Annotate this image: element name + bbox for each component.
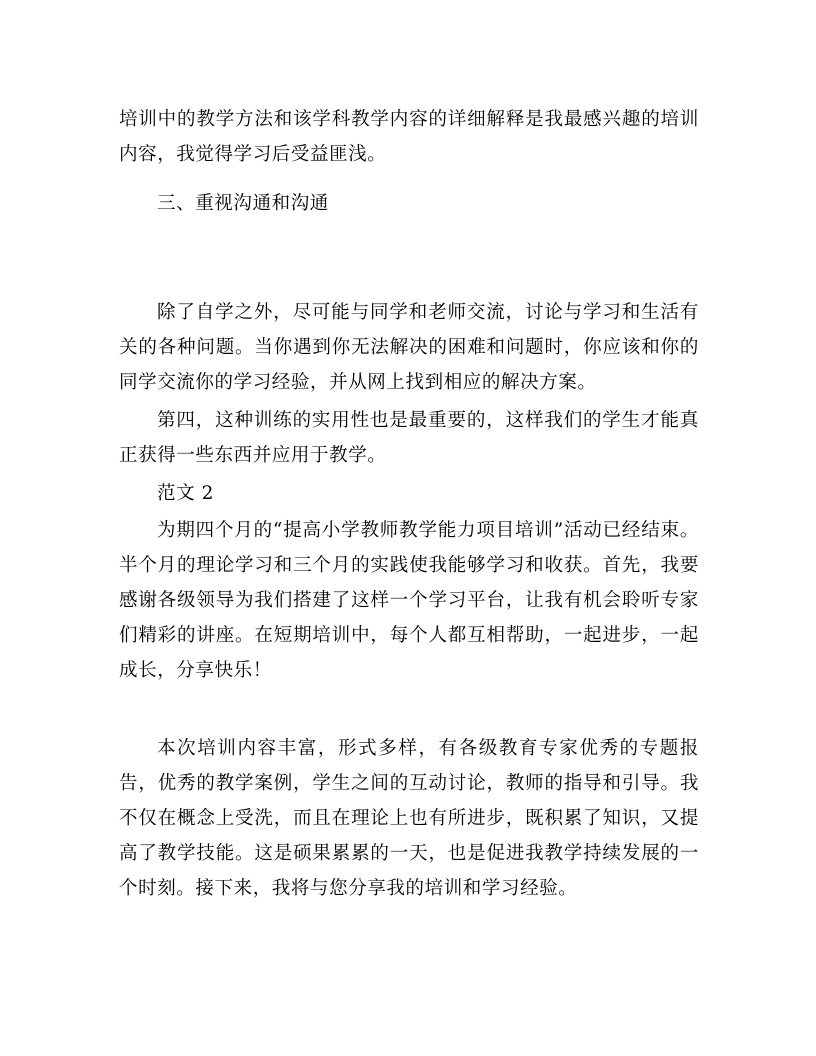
paragraph-2: 除了自学之外，尽可能与同学和老师交流，讨论与学习和生活有关的各种问题。当你遇到你无法解决的困难和问题时，你应该和你的同学交流你的学习经验，并从网上找到相应的解决方案。 xyxy=(119,302,699,393)
section-heading-3: 三、重视沟通和沟通 xyxy=(157,193,329,214)
paragraph-3: 第四，这种训练的实用性也是最重要的，这样我们的学生才能真正获得一些东西并应用于教学。 xyxy=(119,410,699,466)
paragraph-4: 为期四个月的“提高小学教师教学能力项目培训”活动已经结束。半个月的理论学习和三个月的实践使我能够学习和收获。首先，我要感谢各级领导为我们搭建了这样一个学习平台，让我有机会聆听专家们精彩的讲座。在短期培训中，每个人都互相帮助，一起进步，一起成长，分享快乐！ xyxy=(119,520,699,681)
paragraph-5: 本次培训内容丰富，形式多样，有各级教育专家优秀的专题报告，优秀的教学案例，学生之间的互动讨论，教师的指导和引导。我不仅在概念上受洗，而且在理论上也有所进步，既积累了知识，又提高了教学技能。这是硕果累累的一天，也是促进我教学持续发展的一个时刻。接下来，我将与您分享我的培训和学习经验。 xyxy=(119,738,699,899)
sample-heading: 范文 2 xyxy=(157,483,215,504)
paragraph-1: 培训中的教学方法和该学科教学内容的详细解释是我最感兴趣的培训内容，我觉得学习后受益匪浅。 xyxy=(119,109,699,165)
